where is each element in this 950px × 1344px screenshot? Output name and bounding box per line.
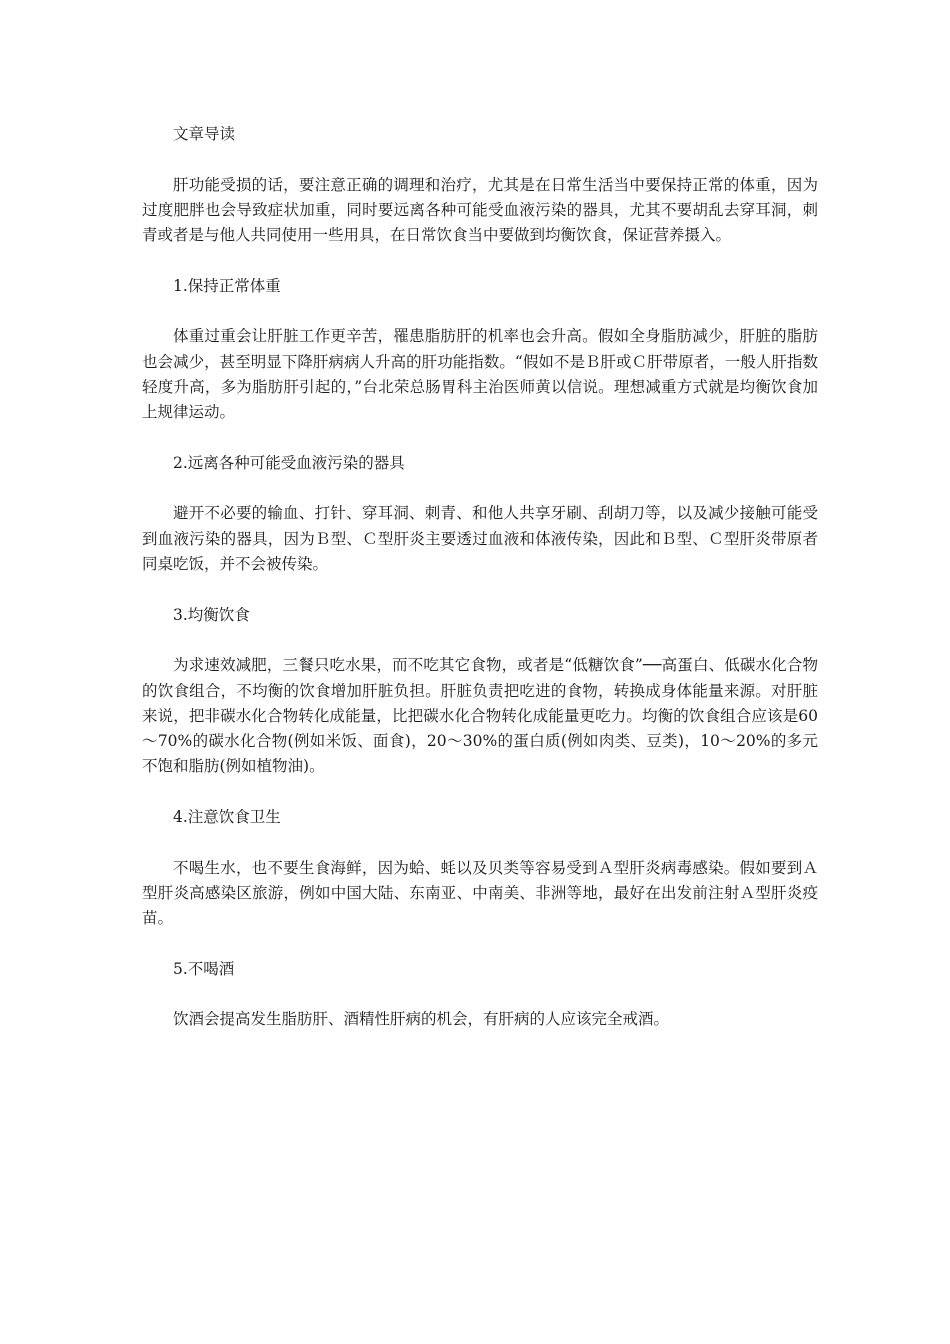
section-heading-2: 2.远离各种可能受血液污染的器具	[173, 453, 405, 472]
section-body-1: 体重过重会让肝脏工作更辛苦，罹患脂肪肝的机率也会升高。假如全身脂肪减少，肝脏的脂肪也会减少，甚至明显下降肝病病人升高的肝功能指数。“假如不是Ｂ肝或Ｃ肝带原者，一般人肝指数轻度升高，多为脂肪肝引起的，”台北荣总肠胃科主治医师黄以信说。理想减重方式就是均衡饮食加上规律运动。	[142, 327, 818, 422]
article-body	[142, 122, 818, 1058]
section-heading-3: 3.均衡饮食	[173, 605, 250, 624]
article-title: 文章导读	[173, 125, 236, 143]
section-heading-4: 4.注意饮食卫生	[173, 808, 281, 827]
section-body-2: 避开不必要的输血、打针、穿耳洞、刺青、和他人共享牙刷、刮胡刀等，以及减少接触可能受到血液污染的器具，因为Ｂ型、Ｃ型肝炎主要透过血液和体液传染，因此和Ｂ型、Ｃ型肝炎带原者同桌吃饭，并不会被传染。	[142, 504, 818, 574]
section-body-5: 饮酒会提高发生脂肪肝、酒精性肝病的机会，有肝病的人应该完全戒酒。	[173, 1010, 670, 1029]
section-heading-5: 5.不喝酒	[173, 959, 235, 978]
section-heading-1: 1.保持正常体重	[173, 276, 281, 295]
section-body-3: 为求速效减肥，三餐只吃水果，而不吃其它食物，或者是“低糖饮食”──高蛋白、低碳水化合物的饮食组合，不均衡的饮食增加肝脏负担。肝脏负责把吃进的食物，转换成身体能量来源。对肝脏来说，把非碳水化合物转化成能量，比把碳水化合物转化成能量更吃力。均衡的饮食组合应该是60～70%的碳水化合物(例如米饭、面食)，20～30%的蛋白质(例如肉类、豆类)，10～20%的多元不饱和脂肪(例如植物油)。	[142, 656, 818, 776]
intro-paragraph: 肝功能受损的话，要注意正确的调理和治疗，尤其是在日常生活当中要保持正常的体重，因为过度肥胖也会导致症状加重，同时要远离各种可能受血液污染的器具，尤其不要胡乱去穿耳洞，刺青或者是与他人共同使用一些用具，在日常饮食当中要做到均衡饮食，保证营养摄入。	[142, 175, 818, 245]
section-body-4: 不喝生水，也不要生食海鲜，因为蛤、蚝以及贝类等容易受到Ａ型肝炎病毒感染。假如要到Ａ型肝炎高感染区旅游，例如中国大陆、东南亚、中南美、非洲等地，最好在出发前注射Ａ型肝炎疫苗。	[142, 858, 818, 928]
